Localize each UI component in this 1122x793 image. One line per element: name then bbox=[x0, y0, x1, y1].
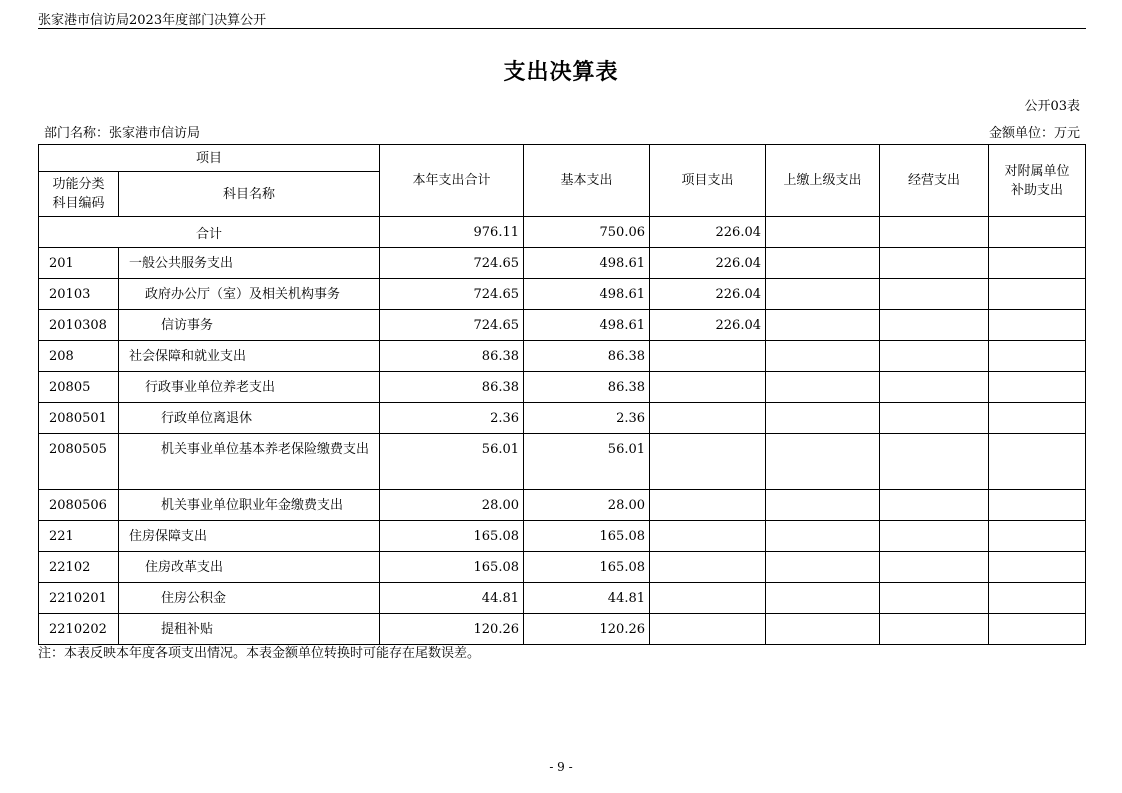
row-subsidiary bbox=[989, 583, 1086, 614]
table-row bbox=[39, 310, 1086, 341]
row-business bbox=[880, 248, 989, 279]
row-code: 20805 bbox=[39, 372, 119, 403]
row-basic: 28.00 bbox=[524, 490, 650, 521]
row-business bbox=[880, 279, 989, 310]
row-project bbox=[650, 583, 766, 614]
row-total: 120.26 bbox=[380, 614, 524, 645]
row-total: 56.01 bbox=[380, 434, 524, 490]
row-code: 2080505 bbox=[39, 434, 119, 490]
amount-unit-value: 万元 bbox=[1053, 126, 1080, 141]
row-code: 2080506 bbox=[39, 490, 119, 521]
header-divider bbox=[38, 28, 1086, 29]
table-row bbox=[39, 403, 1086, 434]
row-upper bbox=[766, 248, 880, 279]
row-basic: 86.38 bbox=[524, 372, 650, 403]
row-name: 政府办公厅（室）及相关机构事务 bbox=[119, 279, 380, 310]
total-row-subsidiary bbox=[989, 217, 1086, 248]
table-row bbox=[39, 279, 1086, 310]
header-item: 项目 bbox=[39, 145, 380, 172]
row-project bbox=[650, 521, 766, 552]
row-project bbox=[650, 434, 766, 490]
row-project bbox=[650, 341, 766, 372]
table-row bbox=[39, 614, 1086, 645]
row-upper bbox=[766, 310, 880, 341]
row-business bbox=[880, 372, 989, 403]
row-project: 226.04 bbox=[650, 310, 766, 341]
row-name: 住房保障支出 bbox=[119, 521, 380, 552]
header-total: 本年支出合计 bbox=[380, 145, 524, 217]
header-subsidiary: 对附属单位补助支出 bbox=[989, 145, 1086, 217]
row-project bbox=[650, 372, 766, 403]
row-subsidiary bbox=[989, 552, 1086, 583]
row-total: 2.36 bbox=[380, 403, 524, 434]
total-row-business bbox=[880, 217, 989, 248]
row-code: 2210201 bbox=[39, 583, 119, 614]
table-row bbox=[39, 248, 1086, 279]
row-total: 165.08 bbox=[380, 521, 524, 552]
row-code: 2080501 bbox=[39, 403, 119, 434]
row-upper bbox=[766, 521, 880, 552]
page-number: - 9 - bbox=[549, 760, 573, 774]
total-row-project: 226.04 bbox=[650, 217, 766, 248]
row-basic: 498.61 bbox=[524, 279, 650, 310]
department-name: 张家港市信访局 bbox=[109, 126, 201, 141]
row-name: 住房改革支出 bbox=[119, 552, 380, 583]
row-total: 44.81 bbox=[380, 583, 524, 614]
row-subsidiary bbox=[989, 434, 1086, 490]
row-business bbox=[880, 434, 989, 490]
row-upper bbox=[766, 490, 880, 521]
row-project: 226.04 bbox=[650, 279, 766, 310]
row-code: 2010308 bbox=[39, 310, 119, 341]
row-code: 20103 bbox=[39, 279, 119, 310]
row-project bbox=[650, 552, 766, 583]
total-row-basic: 750.06 bbox=[524, 217, 650, 248]
row-total: 28.00 bbox=[380, 490, 524, 521]
row-basic: 498.61 bbox=[524, 248, 650, 279]
amount-unit-label: 金额单位： bbox=[988, 126, 1054, 141]
total-row-upper bbox=[766, 217, 880, 248]
total-row bbox=[39, 217, 1086, 248]
table-row bbox=[39, 521, 1086, 552]
row-name: 机关事业单位基本养老保险缴费支出 bbox=[119, 434, 380, 490]
total-row-total: 976.11 bbox=[380, 217, 524, 248]
total-label: 合计 bbox=[39, 217, 380, 248]
row-upper bbox=[766, 279, 880, 310]
row-upper bbox=[766, 403, 880, 434]
row-business bbox=[880, 521, 989, 552]
row-basic: 56.01 bbox=[524, 434, 650, 490]
table-row bbox=[39, 372, 1086, 403]
table-row bbox=[39, 583, 1086, 614]
row-name: 社会保障和就业支出 bbox=[119, 341, 380, 372]
row-name: 一般公共服务支出 bbox=[119, 248, 380, 279]
row-code: 221 bbox=[39, 521, 119, 552]
row-basic: 165.08 bbox=[524, 552, 650, 583]
page-title: 支出决算表 bbox=[503, 59, 619, 85]
row-total: 724.65 bbox=[380, 248, 524, 279]
row-name: 机关事业单位职业年金缴费支出 bbox=[119, 490, 380, 521]
row-total: 724.65 bbox=[380, 310, 524, 341]
table-row bbox=[39, 434, 1086, 490]
row-upper bbox=[766, 583, 880, 614]
row-code: 201 bbox=[39, 248, 119, 279]
table-row bbox=[39, 490, 1086, 521]
row-code: 208 bbox=[39, 341, 119, 372]
department-label: 部门名称： bbox=[44, 126, 110, 141]
header-upper: 上缴上级支出 bbox=[766, 145, 880, 217]
row-basic: 2.36 bbox=[524, 403, 650, 434]
footnote: 注：本表反映本年度各项支出情况。本表金额单位转换时可能存在尾数误差。 bbox=[38, 646, 481, 661]
row-name: 住房公积金 bbox=[119, 583, 380, 614]
header-name: 科目名称 bbox=[119, 172, 380, 217]
row-upper bbox=[766, 552, 880, 583]
row-business bbox=[880, 552, 989, 583]
row-name: 行政单位离退休 bbox=[119, 403, 380, 434]
header-basic: 基本支出 bbox=[524, 145, 650, 217]
row-total: 86.38 bbox=[380, 372, 524, 403]
row-subsidiary bbox=[989, 490, 1086, 521]
row-basic: 120.26 bbox=[524, 614, 650, 645]
row-subsidiary bbox=[989, 279, 1086, 310]
row-subsidiary bbox=[989, 310, 1086, 341]
row-upper bbox=[766, 372, 880, 403]
row-project bbox=[650, 614, 766, 645]
row-basic: 165.08 bbox=[524, 521, 650, 552]
row-upper bbox=[766, 614, 880, 645]
row-basic: 86.38 bbox=[524, 341, 650, 372]
row-subsidiary bbox=[989, 614, 1086, 645]
form-number: 公开03表 bbox=[1024, 99, 1080, 114]
row-subsidiary bbox=[989, 403, 1086, 434]
row-total: 86.38 bbox=[380, 341, 524, 372]
header-code: 功能分类科目编码 bbox=[39, 172, 119, 217]
row-business bbox=[880, 341, 989, 372]
row-business bbox=[880, 583, 989, 614]
row-subsidiary bbox=[989, 341, 1086, 372]
table-row bbox=[39, 341, 1086, 372]
row-business bbox=[880, 403, 989, 434]
row-business bbox=[880, 310, 989, 341]
row-upper bbox=[766, 341, 880, 372]
row-basic: 498.61 bbox=[524, 310, 650, 341]
row-name: 提租补贴 bbox=[119, 614, 380, 645]
row-project: 226.04 bbox=[650, 248, 766, 279]
amount-unit bbox=[989, 122, 1080, 141]
row-subsidiary bbox=[989, 248, 1086, 279]
running-header: 张家港市信访局2023年度部门决算公开 bbox=[38, 13, 267, 28]
row-total: 724.65 bbox=[380, 279, 524, 310]
row-name: 行政事业单位养老支出 bbox=[119, 372, 380, 403]
row-project bbox=[650, 490, 766, 521]
row-code: 22102 bbox=[39, 552, 119, 583]
row-business bbox=[880, 490, 989, 521]
row-name: 信访事务 bbox=[119, 310, 380, 341]
row-total: 165.08 bbox=[380, 552, 524, 583]
row-project bbox=[650, 403, 766, 434]
expenditure-table bbox=[38, 144, 1086, 645]
row-subsidiary bbox=[989, 372, 1086, 403]
row-upper bbox=[766, 434, 880, 490]
row-subsidiary bbox=[989, 521, 1086, 552]
table-row bbox=[39, 552, 1086, 583]
row-code: 2210202 bbox=[39, 614, 119, 645]
header-business: 经营支出 bbox=[880, 145, 989, 217]
row-business bbox=[880, 614, 989, 645]
header-project: 项目支出 bbox=[650, 145, 766, 217]
row-basic: 44.81 bbox=[524, 583, 650, 614]
department-info bbox=[44, 122, 200, 141]
